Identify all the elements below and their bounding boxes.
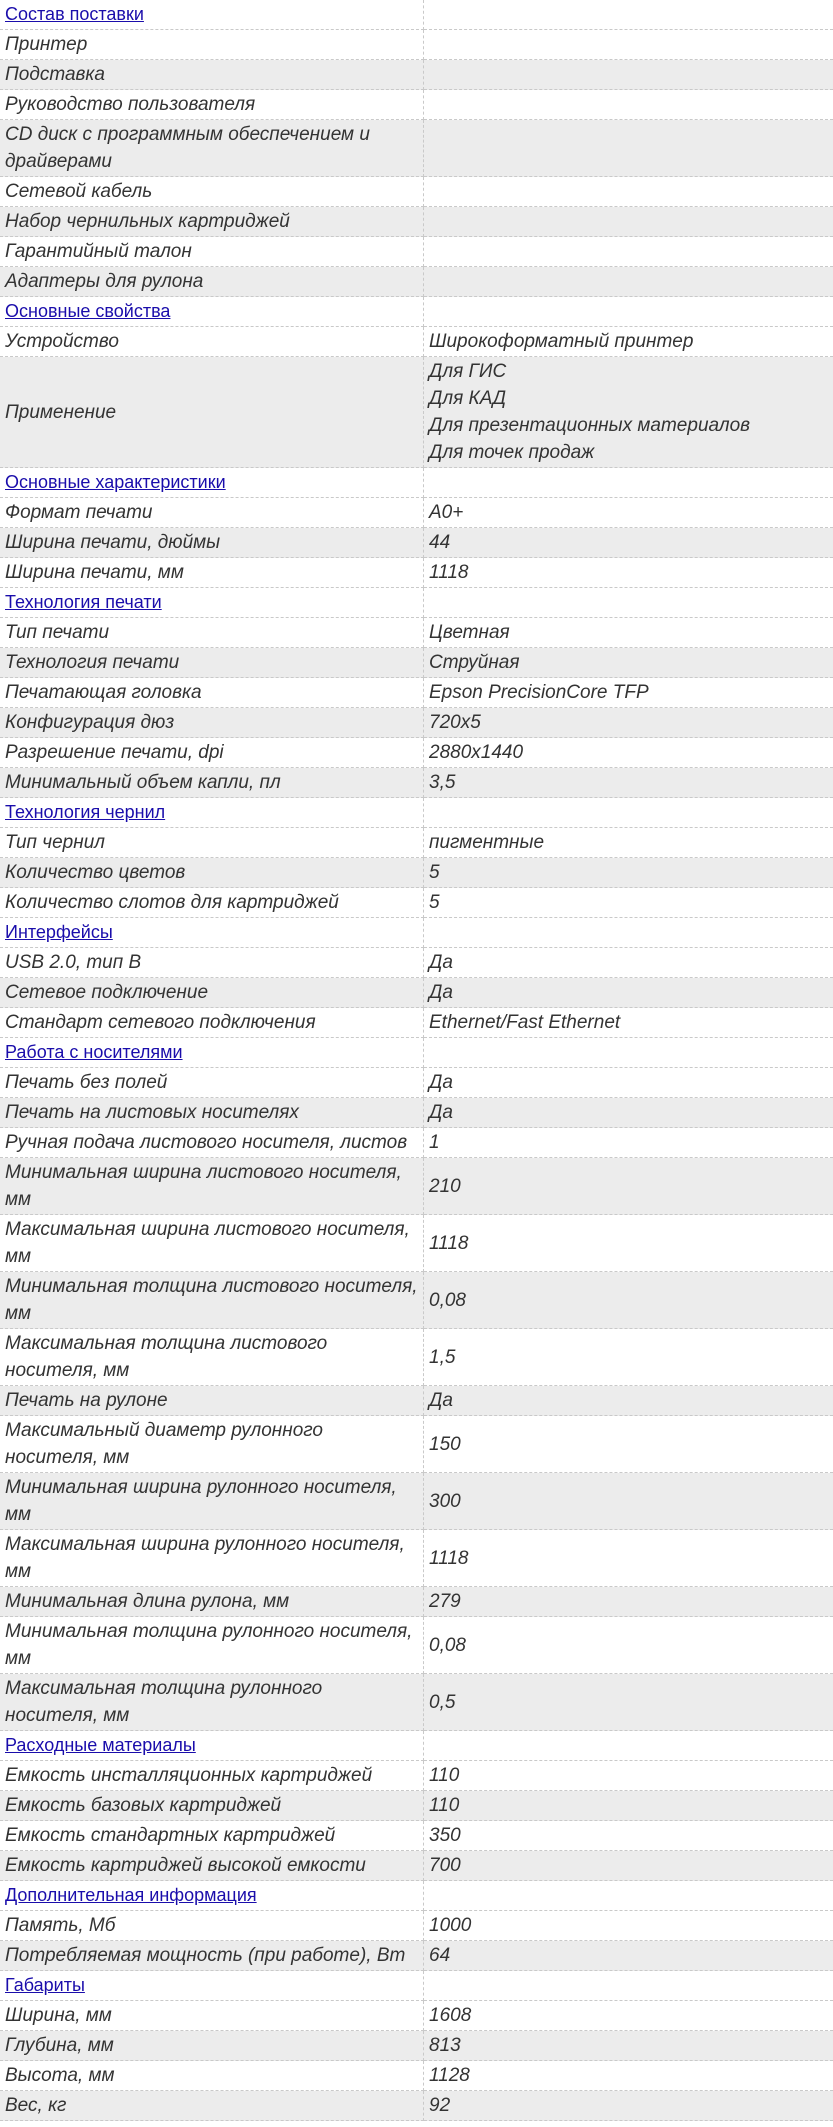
- spec-value: Струйная: [424, 648, 833, 678]
- spec-label: Сетевое подключение: [0, 978, 424, 1008]
- spec-label: Тип печати: [0, 618, 424, 648]
- spec-label: USB 2.0, тип B: [0, 948, 424, 978]
- spec-row: [0, 237, 833, 267]
- spec-value: Да: [424, 1068, 833, 1098]
- section-header-row: [0, 798, 833, 828]
- spec-label: Принтер: [0, 30, 424, 60]
- spec-value: 1000: [424, 1911, 833, 1941]
- spec-row: [0, 558, 833, 588]
- spec-value-item: Для презентационных материалов: [429, 415, 751, 436]
- spec-value: 300: [424, 1473, 833, 1530]
- spec-value: 64: [424, 1941, 833, 1971]
- spec-label: Ширина, мм: [0, 2001, 424, 2031]
- section-header-row: [0, 588, 833, 618]
- spec-label: Потребляемая мощность (при работе), Вт: [0, 1941, 424, 1971]
- spec-row: [0, 858, 833, 888]
- spec-row: [0, 1008, 833, 1038]
- section-title-link[interactable]: Основные характеристики: [5, 472, 226, 492]
- section-header-row: [0, 0, 833, 30]
- section-header-cell: [0, 297, 424, 327]
- spec-value: 1118: [424, 1215, 833, 1272]
- section-header-row: [0, 1038, 833, 1068]
- spec-label: Формат печати: [0, 498, 424, 528]
- spec-value: 1128: [424, 2061, 833, 2091]
- spec-row: [0, 1128, 833, 1158]
- spec-value: [424, 60, 833, 90]
- spec-label: Адаптеры для рулона: [0, 267, 424, 297]
- section-title-link[interactable]: Основные свойства: [5, 301, 171, 321]
- spec-value: 720x5: [424, 708, 833, 738]
- section-header-cell: [0, 1881, 424, 1911]
- spec-label: Количество слотов для картриджей: [0, 888, 424, 918]
- spec-value: Цветная: [424, 618, 833, 648]
- section-title-link[interactable]: Технология печати: [5, 592, 162, 612]
- section-header-empty-cell: [424, 1038, 833, 1068]
- spec-label: Разрешение печати, dpi: [0, 738, 424, 768]
- spec-label: Печать без полей: [0, 1068, 424, 1098]
- spec-label: Набор чернильных картриджей: [0, 207, 424, 237]
- spec-label: Стандарт сетевого подключения: [0, 1008, 424, 1038]
- spec-label: Емкость картриджей высокой емкости: [0, 1851, 424, 1881]
- section-header-empty-cell: [424, 0, 833, 30]
- spec-value: 700: [424, 1851, 833, 1881]
- spec-label: Минимальная ширина рулонного носителя, мм: [0, 1473, 424, 1530]
- section-header-row: [0, 1971, 833, 2001]
- spec-label: Минимальная длина рулона, мм: [0, 1587, 424, 1617]
- spec-row: [0, 1530, 833, 1587]
- spec-value: Да: [424, 978, 833, 1008]
- spec-label: Память, Мб: [0, 1911, 424, 1941]
- spec-value: [424, 267, 833, 297]
- section-header-row: [0, 1881, 833, 1911]
- spec-row: [0, 1617, 833, 1674]
- spec-value: [424, 120, 833, 177]
- spec-value: 44: [424, 528, 833, 558]
- spec-label: Устройство: [0, 327, 424, 357]
- spec-row: [0, 678, 833, 708]
- section-header-cell: [0, 468, 424, 498]
- section-header-row: [0, 297, 833, 327]
- spec-label: Минимальный объем капли, пл: [0, 768, 424, 798]
- spec-row: [0, 648, 833, 678]
- spec-row: [0, 1386, 833, 1416]
- spec-value: 5: [424, 858, 833, 888]
- section-header-cell: [0, 918, 424, 948]
- spec-row: [0, 828, 833, 858]
- spec-value-item: Для ГИС: [429, 361, 507, 382]
- spec-row: [0, 1215, 833, 1272]
- section-title-link[interactable]: Дополнительная информация: [5, 1885, 257, 1905]
- spec-row: [0, 948, 833, 978]
- spec-value: 1118: [424, 558, 833, 588]
- spec-value: Да: [424, 1098, 833, 1128]
- spec-label: Печатающая головка: [0, 678, 424, 708]
- spec-row: [0, 768, 833, 798]
- spec-label: Технология печати: [0, 648, 424, 678]
- section-title-link[interactable]: Габариты: [5, 1975, 85, 1995]
- spec-row: [0, 888, 833, 918]
- section-title-link[interactable]: Интерфейсы: [5, 922, 113, 942]
- spec-value: [424, 30, 833, 60]
- spec-row: [0, 528, 833, 558]
- spec-label: Руководство пользователя: [0, 90, 424, 120]
- section-header-empty-cell: [424, 1881, 833, 1911]
- spec-row: [0, 1158, 833, 1215]
- spec-row: [0, 1329, 833, 1386]
- section-title-link[interactable]: Расходные материалы: [5, 1735, 196, 1755]
- spec-label: Печать на листовых носителях: [0, 1098, 424, 1128]
- spec-label: Ширина печати, мм: [0, 558, 424, 588]
- spec-row: [0, 90, 833, 120]
- spec-row: [0, 1473, 833, 1530]
- section-header-empty-cell: [424, 588, 833, 618]
- spec-label: Емкость базовых картриджей: [0, 1791, 424, 1821]
- spec-value: 1: [424, 1128, 833, 1158]
- spec-row: [0, 2061, 833, 2091]
- spec-label: Подставка: [0, 60, 424, 90]
- section-header-cell: [0, 0, 424, 30]
- spec-row: [0, 498, 833, 528]
- spec-value: Да: [424, 948, 833, 978]
- section-title-link[interactable]: Технология чернил: [5, 802, 166, 822]
- spec-value: 110: [424, 1791, 833, 1821]
- spec-label: Максимальная ширина рулонного носителя, мм: [0, 1530, 424, 1587]
- spec-label: Емкость стандартных картриджей: [0, 1821, 424, 1851]
- spec-row: [0, 1941, 833, 1971]
- section-header-empty-cell: [424, 918, 833, 948]
- spec-value-item: Для точек продаж: [429, 442, 595, 463]
- spec-row: [0, 1911, 833, 1941]
- spec-label: Минимальная толщина рулонного носителя, мм: [0, 1617, 424, 1674]
- spec-row: [0, 177, 833, 207]
- spec-value-item: Для КАД: [429, 388, 506, 409]
- spec-value: 813: [424, 2031, 833, 2061]
- spec-value: Да: [424, 1386, 833, 1416]
- section-header-empty-cell: [424, 297, 833, 327]
- section-header-cell: [0, 588, 424, 618]
- spec-value: [424, 207, 833, 237]
- spec-value: 150: [424, 1416, 833, 1473]
- spec-label: Емкость инсталляционных картриджей: [0, 1761, 424, 1791]
- spec-row: [0, 60, 833, 90]
- spec-label: Сетевой кабель: [0, 177, 424, 207]
- spec-row: [0, 1416, 833, 1473]
- spec-row: [0, 120, 833, 177]
- spec-label: Максимальная толщина листового носителя, мм: [0, 1329, 424, 1386]
- spec-value: 279: [424, 1587, 833, 1617]
- spec-value: 1608: [424, 2001, 833, 2031]
- spec-row: [0, 30, 833, 60]
- spec-row: [0, 1851, 833, 1881]
- spec-value: 1,5: [424, 1329, 833, 1386]
- spec-value: 3,5: [424, 768, 833, 798]
- spec-label: Конфигурация дюз: [0, 708, 424, 738]
- spec-row: [0, 708, 833, 738]
- spec-value: 5: [424, 888, 833, 918]
- spec-row: [0, 2091, 833, 2121]
- spec-label: Применение: [0, 357, 424, 468]
- spec-value: 0,08: [424, 1272, 833, 1329]
- spec-label: Максимальная толщина рулонного носителя, мм: [0, 1674, 424, 1731]
- section-header-empty-cell: [424, 468, 833, 498]
- spec-value: Epson PrecisionCore TFP: [424, 678, 833, 708]
- spec-row: [0, 1587, 833, 1617]
- section-header-cell: [0, 1971, 424, 2001]
- spec-value: A0+: [424, 498, 833, 528]
- spec-row: [0, 738, 833, 768]
- section-header-row: [0, 918, 833, 948]
- section-header-cell: [0, 1731, 424, 1761]
- spec-label: Высота, мм: [0, 2061, 424, 2091]
- section-header-cell: [0, 798, 424, 828]
- spec-label: Минимальная ширина листового носителя, мм: [0, 1158, 424, 1215]
- spec-label: Минимальная толщина листового носителя, мм: [0, 1272, 424, 1329]
- spec-row: [0, 357, 833, 468]
- spec-value: 0,08: [424, 1617, 833, 1674]
- spec-row: [0, 1674, 833, 1731]
- section-header-cell: [0, 1038, 424, 1068]
- section-title-link[interactable]: Состав поставки: [5, 4, 144, 24]
- spec-label: Тип чернил: [0, 828, 424, 858]
- section-header-row: [0, 1731, 833, 1761]
- spec-value: [424, 177, 833, 207]
- section-header-empty-cell: [424, 1731, 833, 1761]
- spec-row: [0, 327, 833, 357]
- spec-value: Ethernet/Fast Ethernet: [424, 1008, 833, 1038]
- spec-value: [424, 357, 833, 468]
- section-header-empty-cell: [424, 798, 833, 828]
- spec-value: 210: [424, 1158, 833, 1215]
- spec-row: [0, 1098, 833, 1128]
- spec-label: Печать на рулоне: [0, 1386, 424, 1416]
- spec-row: [0, 1068, 833, 1098]
- spec-label: Количество цветов: [0, 858, 424, 888]
- spec-value: 92: [424, 2091, 833, 2121]
- spec-value: 110: [424, 1761, 833, 1791]
- spec-label: Ширина печати, дюймы: [0, 528, 424, 558]
- spec-value: [424, 90, 833, 120]
- spec-value: 1118: [424, 1530, 833, 1587]
- spec-value: 350: [424, 1821, 833, 1851]
- spec-row: [0, 1272, 833, 1329]
- section-header-row: [0, 468, 833, 498]
- spec-row: [0, 618, 833, 648]
- spec-label: Вес, кг: [0, 2091, 424, 2121]
- spec-row: [0, 207, 833, 237]
- spec-row: [0, 267, 833, 297]
- spec-row: [0, 1761, 833, 1791]
- section-header-empty-cell: [424, 1971, 833, 2001]
- spec-row: [0, 2031, 833, 2061]
- spec-value: пигментные: [424, 828, 833, 858]
- spec-value: 0,5: [424, 1674, 833, 1731]
- spec-value: [424, 237, 833, 267]
- spec-value: Широкоформатный принтер: [424, 327, 833, 357]
- section-title-link[interactable]: Работа с носителями: [5, 1042, 183, 1062]
- spec-row: [0, 2001, 833, 2031]
- spec-label: CD диск с программным обеспечением и драйверами: [0, 120, 424, 177]
- spec-label: Максимальная ширина листового носителя, мм: [0, 1215, 424, 1272]
- spec-label: Ручная подача листового носителя, листов: [0, 1128, 424, 1158]
- spec-label: Максимальный диаметр рулонного носителя, мм: [0, 1416, 424, 1473]
- spec-label: Гарантийный талон: [0, 237, 424, 267]
- spec-row: [0, 978, 833, 1008]
- spec-label: Глубина, мм: [0, 2031, 424, 2061]
- spec-value: 2880x1440: [424, 738, 833, 768]
- spec-row: [0, 1791, 833, 1821]
- spec-row: [0, 1821, 833, 1851]
